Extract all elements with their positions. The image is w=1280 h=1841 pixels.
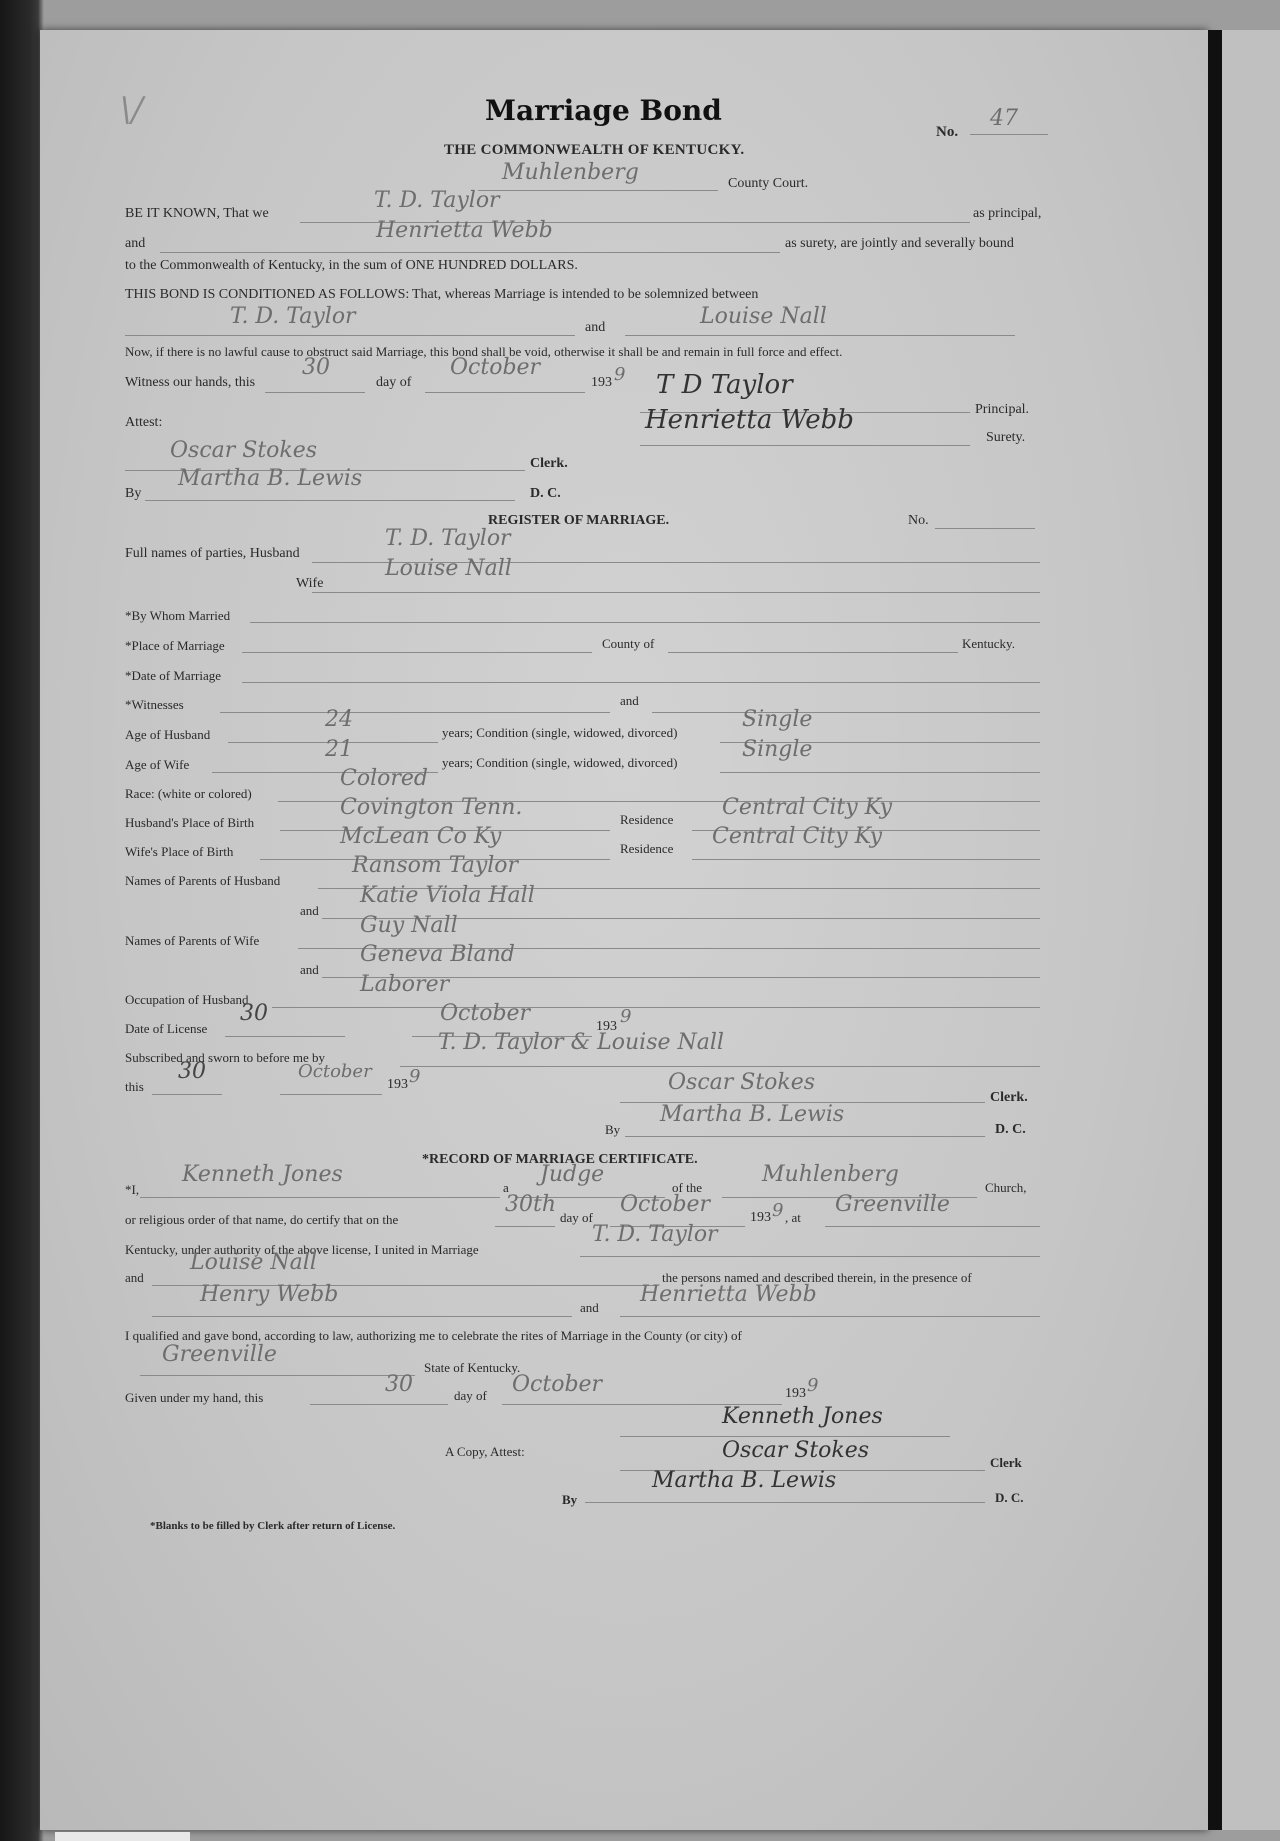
state-of-kentucky-text: State of Kentucky. [424, 1360, 521, 1375]
register-clerk-label: Clerk. [990, 1090, 1028, 1105]
occupation-label: Occupation of Husband [125, 992, 249, 1007]
certificate-heading: *RECORD OF MARRIAGE CERTIFICATE. [422, 1152, 698, 1167]
husband-parent-two: Katie Viola Hall [360, 883, 535, 908]
given-text: Given under my hand, this [125, 1390, 264, 1405]
conditioned-heading: THIS BOND IS CONDITIONED AS FOLLOWS: [125, 287, 410, 302]
wife-parent-two: Geneva Bland [360, 942, 515, 967]
given-year-prefix: 193 [785, 1386, 806, 1401]
wife-residence: Central City Ky [712, 824, 883, 849]
husband-parents-and-label: and [300, 903, 319, 918]
principal-signature: T D Taylor [656, 370, 793, 400]
husband-name: T. D. Taylor [385, 526, 511, 551]
witness-hands-text: Witness our hands, this [125, 375, 256, 390]
husband-parent-one: Ransom Taylor [352, 853, 519, 878]
sworn-year-digit: 9 [409, 1066, 421, 1087]
certificate-deputy-signature: Martha B. Lewis [652, 1468, 837, 1493]
officiant-signature: Kenneth Jones [722, 1404, 883, 1429]
attest-label: Attest: [125, 415, 163, 430]
qualified-text: I qualified and gave bond, according to law, authorizing me to celebrate the rites of Marriage in the County (or city) of [125, 1328, 742, 1343]
condition-wife: Single [742, 737, 813, 762]
of-the-label: of the [672, 1180, 702, 1195]
surety-name: Henrietta Webb [376, 218, 553, 243]
principal-label: Principal. [975, 402, 1030, 417]
husband-occupation: Laborer [360, 972, 450, 997]
commonwealth-heading: THE COMMONWEALTH OF KENTUCKY. [444, 142, 745, 158]
certificate-year-prefix: 193 [750, 1210, 771, 1225]
certificate-a-label: a [503, 1180, 509, 1195]
husband-birthplace: Covington Tenn. [340, 795, 523, 820]
given-day-of-label: day of [454, 1388, 487, 1403]
county-court-label: County Court. [728, 176, 809, 191]
copy-attest-label: A Copy, Attest: [445, 1444, 525, 1459]
parents-husband-label: Names of Parents of Husband [125, 873, 281, 888]
party-one-name: T. D. Taylor [230, 304, 356, 329]
license-month: October [440, 1001, 531, 1026]
certificate-at-label: , at [785, 1210, 801, 1225]
sworn-month: October [298, 1061, 372, 1082]
book-gutter [1208, 30, 1222, 1830]
party-two-name: Louise Nall [700, 304, 827, 329]
witnesses-and-label-cert: and [580, 1300, 599, 1315]
age-of-husband-label: Age of Husband [125, 727, 211, 742]
witness-one: Henry Webb [200, 1282, 339, 1307]
year-prefix: 193 [591, 375, 612, 390]
register-heading: REGISTER OF MARRIAGE. [488, 513, 670, 528]
race-label: Race: (white or colored) [125, 786, 252, 801]
bride-and-label: and [125, 1270, 144, 1285]
age-of-wife-label: Age of Wife [125, 757, 190, 772]
certificate-deputy-label: D. C. [995, 1490, 1024, 1505]
age-of-wife: 21 [325, 737, 353, 762]
place-of-marriage-label: *Place of Marriage [125, 638, 225, 653]
county-name: Muhlenberg [502, 160, 639, 185]
full-names-label: Full names of parties, Husband [125, 546, 300, 561]
deputy-clerk-label: D. C. [530, 486, 561, 501]
church-name: Muhlenberg [762, 1162, 899, 1187]
be-it-known-text: BE IT KNOWN, That we [125, 206, 269, 221]
clerk-name: Oscar Stokes [170, 438, 318, 463]
and-between-text: and [585, 320, 606, 335]
church-label: Church, [985, 1180, 1027, 1195]
witness-month: October [450, 355, 541, 380]
wife-birthplace-label: Wife's Place of Birth [125, 844, 234, 859]
husband-residence-label: Residence [620, 812, 674, 827]
religious-order-text: or religious order of that name, do certify that on the [125, 1212, 399, 1227]
officiant-office: Judge [540, 1162, 605, 1187]
witnesses-label: *Witnesses [125, 697, 184, 712]
subscribed-label: Subscribed and sworn to before me by [125, 1050, 326, 1065]
wife-birthplace: McLean Co Ky [340, 824, 502, 849]
surety-signature: Henrietta Webb [645, 405, 854, 435]
bond-sum-text: to the Commonwealth of Kentucky, in the sum of ONE HUNDRED DOLLARS. [125, 258, 578, 273]
check-mark: \/ [120, 90, 143, 130]
witness-day: 30 [302, 355, 330, 380]
by-whom-married-label: *By Whom Married [125, 608, 231, 623]
certificate-month: October [620, 1192, 711, 1217]
sworn-year-prefix: 193 [387, 1077, 408, 1092]
sworn-this-label: this [125, 1079, 144, 1094]
as-principal-text: as principal, [973, 206, 1042, 221]
license-day: 30 [240, 1001, 268, 1026]
wife-parents-and-label: and [300, 962, 319, 977]
witness-year-digit: 9 [614, 364, 626, 385]
officiant-name: Kenneth Jones [182, 1162, 343, 1187]
register-deputy-label: D. C. [995, 1122, 1026, 1137]
as-surety-text: as surety, are jointly and severally bound [785, 236, 1014, 251]
license-year-digit: 9 [620, 1006, 632, 1027]
register-clerk-signature: Oscar Stokes [668, 1070, 816, 1095]
subscribed-names: T. D. Taylor & Louise Nall [438, 1030, 724, 1055]
bride-name: Louise Nall [190, 1250, 317, 1275]
license-date-label: Date of License [125, 1021, 208, 1036]
conditioned-text: That, whereas Marriage is intended to be solemnized between [412, 287, 759, 302]
race-value: Colored [340, 766, 428, 791]
given-day: 30 [385, 1372, 413, 1397]
witnesses-and-label: and [620, 693, 639, 708]
husband-birthplace-label: Husband's Place of Birth [125, 815, 255, 830]
certificate-place: Greenville [835, 1192, 950, 1217]
by-label: By [125, 486, 142, 501]
document-page [40, 30, 1208, 1830]
license-year-prefix: 193 [596, 1019, 617, 1034]
wife-name: Louise Nall [385, 556, 512, 581]
bottom-tab [55, 1832, 190, 1841]
register-number-label: No. [908, 513, 929, 528]
footnote-text: *Blanks to be filled by Clerk after return of License. [150, 1520, 396, 1532]
age-of-husband: 24 [325, 707, 353, 732]
certificate-by-label: By [562, 1492, 578, 1507]
certificate-clerk-signature: Oscar Stokes [722, 1438, 870, 1463]
certificate-day-of-label: day of [560, 1210, 593, 1225]
presence-text: the persons named and described therein, in the presence of [662, 1270, 972, 1285]
condition-husband: Single [742, 707, 813, 732]
deputy-clerk-name: Martha B. Lewis [178, 466, 363, 491]
void-condition-text: Now, if there is no lawful cause to obstruct said Marriage, this bond shall be void, otherwise it shall be and remain in full force and effect. [125, 344, 843, 359]
husband-residence: Central City Ky [722, 795, 893, 820]
wife-residence-label: Residence [620, 841, 674, 856]
parents-wife-label: Names of Parents of Wife [125, 933, 260, 948]
wife-label: Wife [296, 576, 324, 591]
witness-two: Henrietta Webb [640, 1282, 817, 1307]
principal-name: T. D. Taylor [374, 188, 500, 213]
bond-number-label: No. [936, 124, 959, 140]
given-month: October [512, 1372, 603, 1397]
date-of-marriage-label: *Date of Marriage [125, 668, 222, 683]
groom-name: T. D. Taylor [592, 1222, 718, 1247]
register-by-label: By [605, 1122, 621, 1137]
certificate-i-label: *I, [125, 1182, 140, 1197]
certificate-year-digit: 9 [772, 1200, 784, 1221]
county-or-city: Greenville [162, 1342, 277, 1367]
certificate-day: 30th [505, 1192, 557, 1217]
condition-label-husband: years; Condition (single, widowed, divorced) [442, 725, 678, 740]
condition-label-wife: years; Condition (single, widowed, divorced) [442, 755, 678, 770]
given-year-digit: 9 [807, 1375, 819, 1396]
authority-text: Kentucky, under authority of the above license, I united in Marriage [125, 1242, 479, 1257]
day-of-text: day of [376, 375, 412, 390]
kentucky-label: Kentucky. [962, 636, 1015, 651]
document-title: Marriage Bond [485, 94, 722, 127]
bond-number: 47 [990, 106, 1018, 131]
register-deputy-signature: Martha B. Lewis [660, 1102, 845, 1127]
sworn-day: 30 [178, 1059, 206, 1084]
and-text: and [125, 236, 146, 251]
certificate-clerk-label: Clerk [990, 1455, 1022, 1470]
adjacent-page-edge [1222, 30, 1280, 1830]
county-of-label: County of [602, 636, 655, 651]
clerk-label: Clerk. [530, 456, 568, 471]
surety-label: Surety. [986, 430, 1026, 445]
wife-parent-one: Guy Nall [360, 913, 458, 938]
